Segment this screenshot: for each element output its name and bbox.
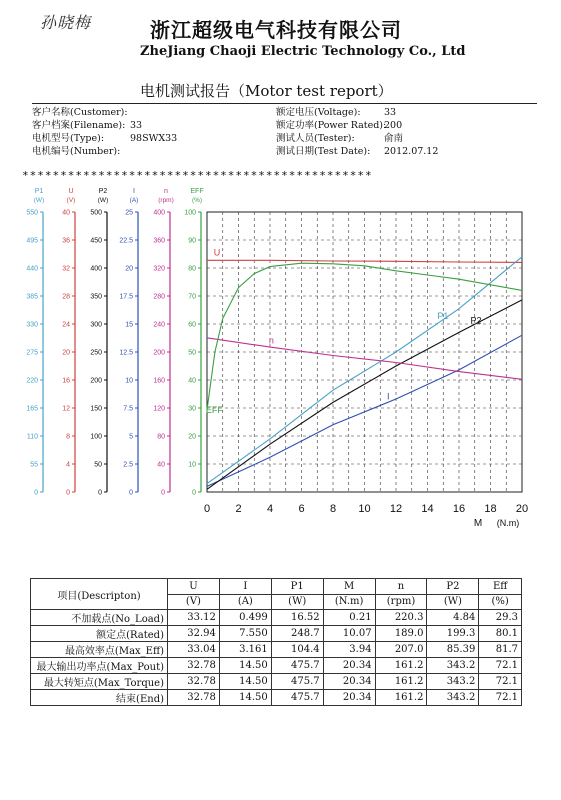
axis-tick-label-n: 320 [153, 265, 165, 273]
axis-unit-p1: (W) [33, 197, 45, 204]
star-separator: ********************************************** [22, 169, 373, 182]
info-row-power-rated [276, 119, 536, 132]
x-tick-label: 18 [484, 503, 497, 515]
table-cell: 85.39 [427, 642, 479, 658]
table-cell: 32.78 [168, 690, 220, 706]
axis-tick-label-p1: 220 [26, 377, 38, 385]
table-cell: 72.1 [479, 658, 522, 674]
table-cell: 475.7 [271, 658, 323, 674]
info-value: 33 [130, 120, 143, 131]
axis-tick-label-i: 17.5 [119, 293, 133, 301]
table-cell: 14.50 [219, 674, 271, 690]
axis-tick-label-i: 25 [125, 209, 133, 217]
table-header-cell: M [323, 579, 375, 595]
series-label-p2: P2 [470, 315, 482, 326]
table-row [31, 690, 522, 706]
axis-unit-n: (rpm) [158, 197, 174, 204]
axis-tick-label-p1: 495 [26, 237, 38, 245]
series-label-n: n [268, 335, 274, 346]
axis-tick-label-u: 36 [62, 237, 70, 245]
info-right-block [276, 106, 536, 158]
table-header-cell: n [375, 579, 427, 595]
info-label: 测试日期(Test Date): [276, 146, 371, 157]
table-row-label: 最高效率点(Max_Eff) [31, 642, 168, 658]
axis-unit-p2: (W) [97, 197, 109, 204]
axis-tick-label-u: 12 [62, 405, 70, 413]
series-label-eff: EFF [205, 404, 223, 415]
results-table [30, 578, 522, 706]
table-cell: 20.34 [323, 690, 375, 706]
axis-tick-label-i: 22.5 [119, 237, 133, 245]
x-axis-unit: (N.m) [496, 518, 520, 528]
info-label: 电机型号(Type): [32, 133, 105, 144]
info-row-tester [276, 132, 536, 145]
series-label-i: I [386, 391, 390, 402]
x-tick-label: 8 [329, 503, 337, 515]
axis-tick-label-eff: 50 [188, 349, 196, 357]
axis-tick-label-p1: 550 [26, 209, 38, 217]
axis-tick-label-p1: 110 [26, 433, 38, 441]
table-cell: 33.12 [168, 610, 220, 626]
table-unit-cell: (rpm) [375, 594, 427, 610]
axis-unit-eff: (%) [191, 197, 203, 204]
table-row-label: 额定点(Rated) [31, 626, 168, 642]
table-header-cell: P1 [271, 579, 323, 595]
axis-tick-label-u: 24 [62, 321, 70, 329]
axis-tick-label-u: 4 [66, 461, 70, 469]
table-row [31, 674, 522, 690]
table-unit-cell: (W) [427, 594, 479, 610]
table-cell: 80.1 [479, 626, 522, 642]
info-value: 俞南 [384, 133, 404, 144]
table-row-label: 不加载点(No_Load) [31, 610, 168, 626]
table-cell: 3.161 [219, 642, 271, 658]
table-cell: 3.94 [323, 642, 375, 658]
axis-name-u: U [68, 188, 74, 195]
info-row-voltage [276, 106, 536, 119]
table-unit-cell: (V) [168, 594, 220, 610]
info-value: 33 [384, 107, 397, 118]
axis-tick-label-p2: 250 [90, 349, 102, 357]
info-value: 2012.07.12 [384, 146, 439, 157]
table-row [31, 626, 522, 642]
axis-tick-label-p2: 50 [94, 461, 102, 469]
axis-tick-label-u: 0 [66, 489, 70, 497]
axis-tick-label-n: 160 [153, 377, 165, 385]
table-row-label: 最大转矩点(Max_Torque) [31, 674, 168, 690]
axis-tick-label-eff: 60 [188, 321, 196, 329]
table-header-cell: U [168, 579, 220, 595]
info-label: 电机编号(Number): [32, 146, 121, 157]
table-cell: 29.3 [479, 610, 522, 626]
table-cell: 343.2 [427, 690, 479, 706]
axis-tick-label-p1: 275 [26, 349, 38, 357]
table-cell: 14.50 [219, 690, 271, 706]
company-name-cn: 浙江超级电气科技有限公司 [150, 18, 402, 42]
axis-tick-label-i: 20 [125, 265, 133, 273]
axis-tick-label-p2: 150 [90, 405, 102, 413]
x-tick-label: 16 [452, 503, 466, 515]
axis-tick-label-n: 120 [153, 405, 165, 413]
axis-tick-label-eff: 10 [188, 461, 196, 469]
axis-tick-label-n: 240 [153, 321, 165, 329]
axis-tick-label-i: 15 [125, 321, 133, 329]
axis-tick-label-p1: 440 [26, 265, 38, 273]
info-value: 200 [384, 120, 403, 131]
info-left-block [32, 106, 272, 158]
info-row-customer [32, 106, 272, 119]
table-cell: 7.550 [219, 626, 271, 642]
table-cell: 161.2 [375, 690, 427, 706]
axis-tick-label-n: 280 [153, 293, 165, 301]
table-cell: 207.0 [375, 642, 427, 658]
axis-tick-label-eff: 0 [192, 489, 196, 497]
handwritten-signature: 孙晓梅 [40, 13, 92, 32]
x-axis-label: M [473, 518, 483, 529]
axis-tick-label-u: 8 [66, 433, 70, 441]
table-cell: 20.34 [323, 658, 375, 674]
table-header-cell: I [219, 579, 271, 595]
axis-tick-label-u: 20 [62, 349, 70, 357]
table-body [31, 610, 522, 706]
table-unit-cell: (A) [219, 594, 271, 610]
table-row-label: 最大输出功率点(Max_Pout) [31, 658, 168, 674]
axis-tick-label-u: 16 [62, 377, 70, 385]
x-tick-label: 14 [421, 503, 434, 515]
axis-tick-label-n: 200 [153, 349, 165, 357]
x-tick-label: 4 [266, 503, 274, 515]
table-cell: 104.4 [271, 642, 323, 658]
axis-unit-i: (A) [129, 197, 139, 204]
series-label-u: U [213, 247, 221, 258]
axis-tick-label-u: 28 [62, 293, 70, 301]
axis-name-eff: EFF [190, 188, 204, 195]
table-cell: 0.499 [219, 610, 271, 626]
axis-tick-label-p2: 0 [98, 489, 102, 497]
axis-tick-label-p2: 500 [90, 209, 102, 217]
table-header-cell: P2 [427, 579, 479, 595]
table-cell: 189.0 [375, 626, 427, 642]
table-cell: 14.50 [219, 658, 271, 674]
axis-tick-label-eff: 30 [188, 405, 196, 413]
table-cell: 72.1 [479, 674, 522, 690]
axis-tick-label-i: 2.5 [123, 461, 133, 469]
info-row-filename [32, 119, 272, 132]
axis-tick-label-i: 10 [125, 377, 133, 385]
axis-tick-label-n: 400 [153, 209, 165, 217]
info-row-type [32, 132, 272, 145]
x-tick-label: 20 [515, 503, 529, 515]
table-cell: 248.7 [271, 626, 323, 642]
axis-tick-label-i: 12.5 [119, 349, 133, 357]
x-tick-label: 2 [235, 503, 242, 515]
axis-tick-label-eff: 80 [188, 265, 196, 273]
axis-name-i: I [133, 188, 135, 195]
axis-tick-label-u: 32 [62, 265, 70, 273]
table-cell: 220.3 [375, 610, 427, 626]
table-row [31, 642, 522, 658]
info-label: 客户名称(Customer): [32, 107, 128, 118]
table-cell: 16.52 [271, 610, 323, 626]
table-cell: 199.3 [427, 626, 479, 642]
axis-tick-label-i: 0 [129, 489, 133, 497]
info-label: 客户档案(Filename): [32, 120, 126, 131]
axis-tick-label-eff: 100 [184, 209, 196, 217]
axis-tick-label-p1: 165 [26, 405, 38, 413]
series-label-p1: P1 [437, 310, 449, 321]
header-divider-top [32, 103, 537, 104]
axis-tick-label-n: 360 [153, 237, 165, 245]
axis-tick-label-eff: 20 [188, 433, 196, 441]
table-cell: 161.2 [375, 674, 427, 690]
axis-tick-label-u: 40 [62, 209, 70, 217]
table-header-row [31, 579, 522, 595]
table-cell: 72.1 [479, 690, 522, 706]
axis-tick-label-p2: 350 [90, 293, 102, 301]
info-row-number [32, 145, 272, 158]
info-label: 测试人员(Tester): [276, 133, 355, 144]
table-row [31, 658, 522, 674]
x-tick-label: 0 [203, 503, 211, 515]
table-header-cell: Eff [479, 579, 522, 595]
table-cell: 81.7 [479, 642, 522, 658]
axis-tick-label-i: 5 [129, 433, 133, 441]
table-cell: 161.2 [375, 658, 427, 674]
axis-tick-label-p2: 400 [90, 265, 102, 273]
axis-tick-label-p2: 200 [90, 377, 102, 385]
x-tick-label: 12 [389, 503, 403, 515]
axis-name-p2: P2 [98, 188, 108, 195]
table-cell: 475.7 [271, 674, 323, 690]
table-cell: 343.2 [427, 674, 479, 690]
axis-tick-label-p2: 100 [90, 433, 102, 441]
table-cell: 20.34 [323, 674, 375, 690]
table-unit-cell: (%) [479, 594, 522, 610]
info-value: 98SWX33 [130, 133, 178, 144]
axis-tick-label-n: 40 [157, 461, 165, 469]
table-cell: 0.21 [323, 610, 375, 626]
axis-tick-label-n: 80 [157, 433, 165, 441]
info-row-test-date [276, 145, 536, 158]
axis-tick-label-n: 0 [161, 489, 165, 497]
axis-tick-label-p1: 330 [26, 321, 38, 329]
axis-tick-label-eff: 90 [188, 237, 196, 245]
table-header-description: 项目(Descripton) [31, 579, 168, 610]
axis-tick-label-eff: 70 [188, 293, 196, 301]
table-row [31, 610, 522, 626]
axis-tick-label-p2: 300 [90, 321, 102, 329]
axis-unit-u: (V) [66, 197, 76, 204]
x-tick-label: 10 [358, 503, 371, 515]
table-cell: 4.84 [427, 610, 479, 626]
company-name-en: ZheJiang Chaoji Electric Technology Co., Ltd [140, 44, 466, 59]
table-unit-cell: (W) [271, 594, 323, 610]
info-label: 额定电压(Voltage): [276, 107, 361, 118]
table-cell: 10.07 [323, 626, 375, 642]
axis-tick-label-p1: 0 [34, 489, 38, 497]
table-unit-cell: (N.m) [323, 594, 375, 610]
axis-tick-label-eff: 40 [188, 377, 196, 385]
axis-tick-label-p1: 385 [26, 293, 38, 301]
info-label: 额定功率(Power Rated): [276, 120, 387, 131]
axis-tick-label-p1: 55 [30, 461, 38, 469]
table-cell: 32.78 [168, 658, 220, 674]
table-cell: 343.2 [427, 658, 479, 674]
axis-name-n: n [164, 188, 168, 195]
x-tick-label: 6 [298, 503, 305, 515]
table-cell: 475.7 [271, 690, 323, 706]
axis-tick-label-p2: 450 [90, 237, 102, 245]
axis-tick-label-i: 7.5 [123, 405, 133, 413]
motor-characteristic-chart [0, 185, 561, 530]
report-title: 电机测试报告（Motor test report） [140, 82, 393, 100]
table-row-label: 结束(End) [31, 690, 168, 706]
table-cell: 32.78 [168, 674, 220, 690]
table-cell: 32.94 [168, 626, 220, 642]
axis-name-p1: P1 [34, 188, 44, 195]
table-cell: 33.04 [168, 642, 220, 658]
